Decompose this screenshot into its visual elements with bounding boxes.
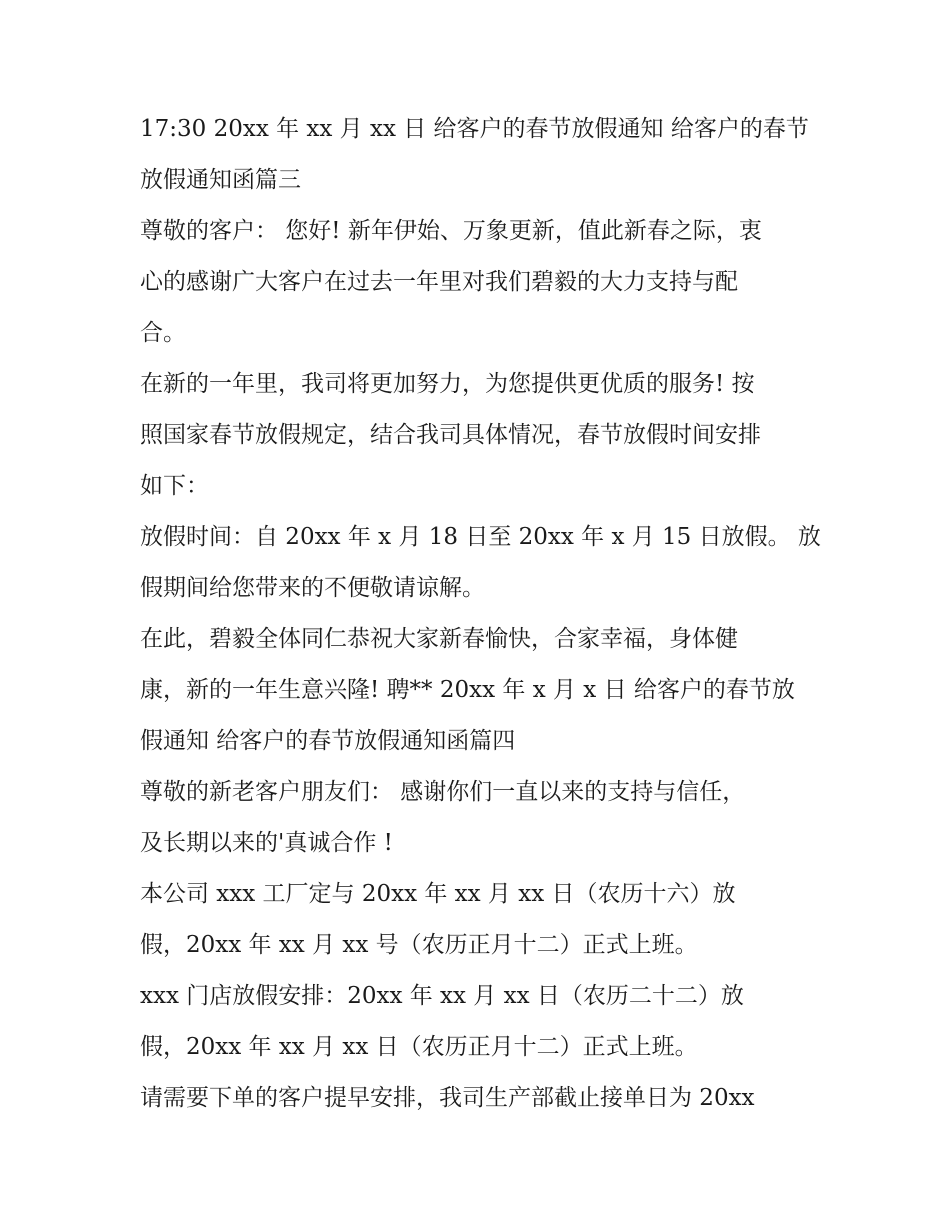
text-line: 尊敬的客户： 您好! 新年伊始、万象更新，值此新春之际，衷	[140, 218, 762, 244]
text-line: 17:30 20xx 年 xx 月 xx 日 给客户的春节放假通知 给客户的春节	[140, 116, 809, 142]
text-line: 假通知 给客户的春节放假通知函篇四	[140, 728, 516, 754]
text-line: 尊敬的新老客户朋友们： 感谢你们一直以来的支持与信任，	[140, 779, 746, 805]
text-line: 心的感谢广大客户在过去一年里对我们碧毅的大力支持与配	[140, 269, 738, 295]
text-line: 假，20xx 年 xx 月 xx 号（农历正月十二）正式上班。	[140, 932, 698, 958]
text-line: 在此，碧毅全体同仁恭祝大家新春愉快，合家幸福，身体健	[140, 626, 738, 652]
text-line: xxx 门店放假安排：20xx 年 xx 月 xx 日（农历二十二）放	[140, 983, 744, 1009]
text-line: 在新的一年里，我司将更加努力，为您提供更优质的服务! 按	[140, 371, 755, 397]
text-line: 合。	[140, 320, 186, 346]
text-line: 放假时间：自 20xx 年 x 月 18 日至 20xx 年 x 月 15 日放假。 放	[140, 524, 821, 550]
text-line: 放假通知函篇三	[140, 167, 301, 193]
text-line: 照国家春节放假规定，结合我司具体情况，春节放假时间安排	[140, 422, 761, 448]
notice-text-block	[140, 104, 820, 1124]
text-line: 康，新的一年生意兴隆! 聘** 20xx 年 x 月 x 日 给客户的春节放	[140, 677, 795, 703]
text-line: 如下：	[140, 473, 209, 499]
text-line: 假期间给您带来的不便敬请谅解。	[140, 575, 485, 601]
text-line: 本公司 xxx 工厂定与 20xx 年 xx 月 xx 日（农历十六）放	[140, 881, 736, 907]
text-line: 假，20xx 年 xx 月 xx 日（农历正月十二）正式上班。	[140, 1034, 698, 1060]
text-line: 请需要下单的客户提早安排，我司生产部截止接单日为 20xx	[140, 1085, 755, 1111]
text-line: 及长期以来的'真诚合作 !	[140, 830, 393, 856]
